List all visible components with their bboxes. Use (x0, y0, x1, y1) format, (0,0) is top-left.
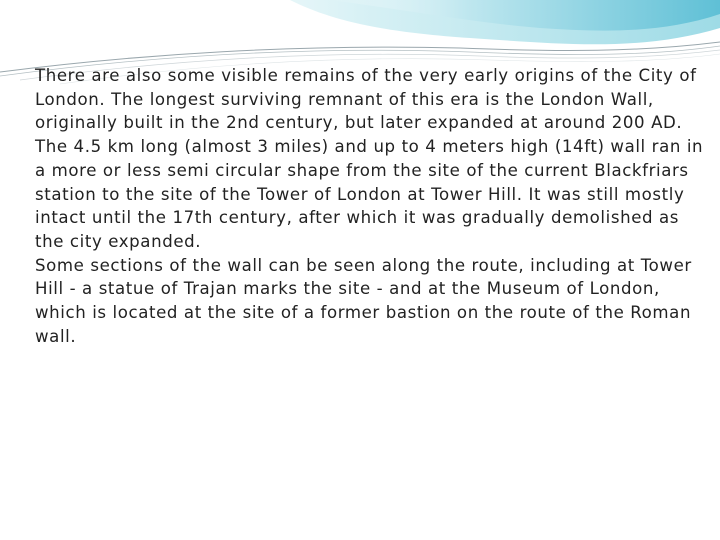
paragraph-wall-sections-route: Some sections of the wall can be seen along the route, including at Tower Hill - a statue of Trajan marks the site - and at the Museum of London, which is located at the site of a former bastion on the route of the Roman wall. (35, 255, 692, 346)
paragraph-london-wall-history: There are also some visible remains of the very early origins of the City of London. The longest surviving remnant of this era is the London Wall, originally built in the 2nd century, but later expanded at around 200 AD. The 4.5 km long (almost 3 miles) and up to 4 meters high (14ft) wall ran in a more or less semi circular shape from the site of the current Blackfriars station to the site of the Tower of London at Tower Hill. It was still mostly intact until the 17th century, after which it was gradually demolished as the city expanded. (35, 66, 704, 251)
body-text (35, 64, 705, 348)
